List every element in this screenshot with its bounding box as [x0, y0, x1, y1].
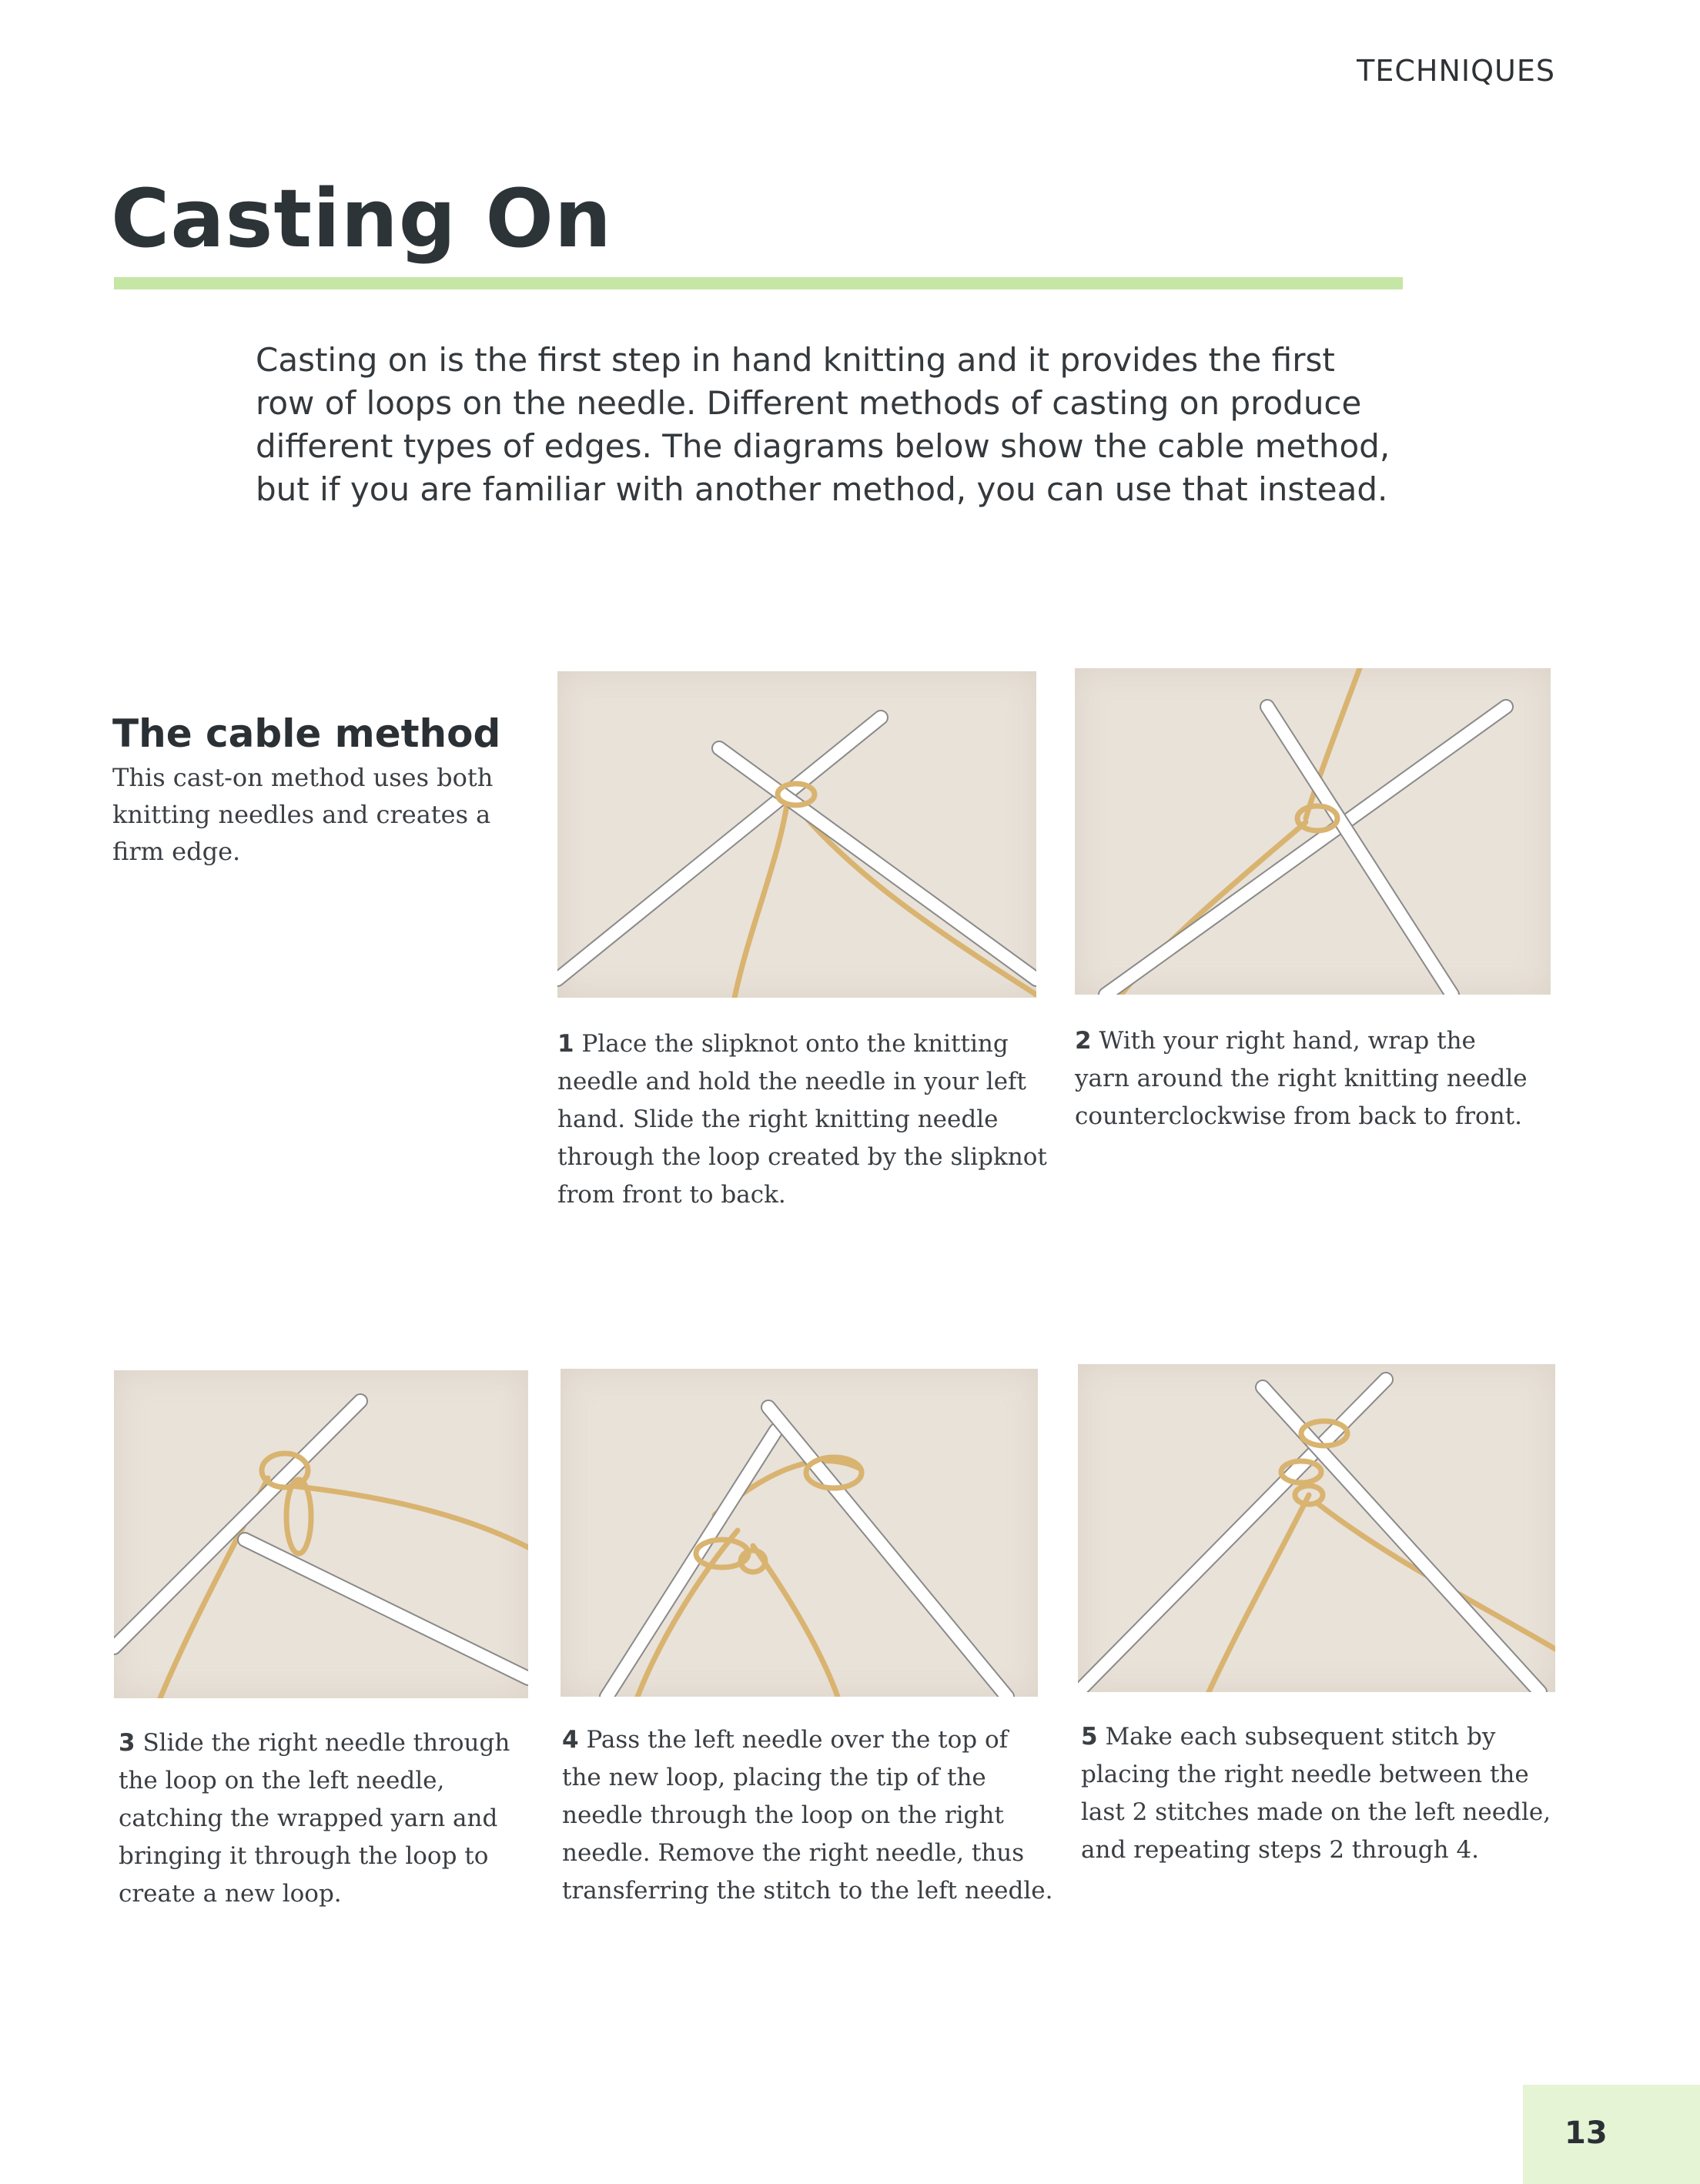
- caption-line: the loop on the left needle,: [119, 1767, 445, 1794]
- intro-line: different types of edges. The diagrams below show the cable method,: [256, 427, 1390, 465]
- page-number-tab: [1523, 2085, 1700, 2184]
- step-number: 5: [1081, 1723, 1098, 1751]
- step-2-illustration: [1075, 668, 1551, 995]
- method-desc-line: This cast-on method uses both: [112, 763, 494, 792]
- step-3-photo: [114, 1370, 528, 1698]
- step-3-illustration: [114, 1370, 528, 1698]
- caption-line: Place the slipknot onto the knitting: [581, 1030, 1009, 1058]
- intro-line: row of loops on the needle. Different methods of casting on produce: [256, 384, 1362, 422]
- caption-line: Slide the right needle through: [142, 1729, 510, 1757]
- caption-line: transferring the stitch to the left needle.: [562, 1877, 1053, 1905]
- caption-line: and repeating steps 2 through 4.: [1081, 1836, 1480, 1864]
- step-1-photo: [557, 671, 1036, 998]
- method-heading: The cable method: [112, 711, 501, 756]
- caption-line: bringing it through the loop to: [119, 1842, 489, 1870]
- caption-line: placing the right needle between the: [1081, 1761, 1529, 1788]
- step-1-illustration: [557, 671, 1036, 998]
- caption-line: needle through the loop on the right: [562, 1801, 1004, 1829]
- method-description: [112, 759, 513, 870]
- step-number: 3: [119, 1729, 136, 1757]
- title-underline: [114, 277, 1403, 289]
- caption-line: Pass the left needle over the top of: [586, 1726, 1009, 1754]
- method-desc-line: knitting needles and creates a: [112, 800, 491, 829]
- page-number: 13: [1564, 2115, 1608, 2151]
- caption-line: Make each subsequent stitch by: [1105, 1723, 1496, 1751]
- caption-line: counterclockwise from back to front.: [1075, 1102, 1522, 1130]
- step-number: 4: [562, 1726, 579, 1754]
- caption-line: needle. Remove the right needle, thus: [562, 1839, 1025, 1867]
- section-label: TECHNIQUES: [1357, 54, 1555, 88]
- intro-line: but if you are familiar with another method, you can use that instead.: [256, 470, 1388, 508]
- step-4-illustration: [561, 1369, 1038, 1697]
- caption-line: needle and hold the needle in your left: [557, 1068, 1026, 1095]
- caption-line: last 2 stitches made on the left needle,: [1081, 1798, 1551, 1826]
- step-5-caption: [1081, 1718, 1558, 1869]
- step-number: 2: [1075, 1027, 1092, 1055]
- step-5-illustration: [1078, 1364, 1555, 1692]
- step-2-photo: [1075, 668, 1551, 995]
- caption-line: hand. Slide the right knitting needle: [557, 1105, 999, 1133]
- step-2-caption: [1075, 1022, 1552, 1135]
- page-title: Casting On: [111, 172, 612, 266]
- step-5-photo: [1078, 1364, 1555, 1692]
- caption-line: through the loop created by the slipknot: [557, 1143, 1047, 1171]
- step-4-photo: [561, 1369, 1038, 1697]
- caption-line: create a new loop.: [119, 1880, 342, 1908]
- method-desc-line: firm edge.: [112, 837, 241, 866]
- intro-paragraph: [256, 339, 1426, 511]
- caption-line: the new loop, placing the tip of the: [562, 1764, 986, 1791]
- caption-line: With your right hand, wrap the: [1099, 1027, 1476, 1055]
- step-4-caption: [562, 1721, 1055, 1910]
- caption-line: catching the wrapped yarn and: [119, 1804, 498, 1832]
- step-3-caption: [119, 1724, 534, 1913]
- caption-line: yarn around the right knitting needle: [1075, 1065, 1528, 1092]
- intro-line: Casting on is the first step in hand knitting and it provides the first: [256, 341, 1335, 379]
- step-number: 1: [557, 1030, 574, 1058]
- caption-line: from front to back.: [557, 1181, 786, 1209]
- step-1-caption: [557, 1025, 1050, 1214]
